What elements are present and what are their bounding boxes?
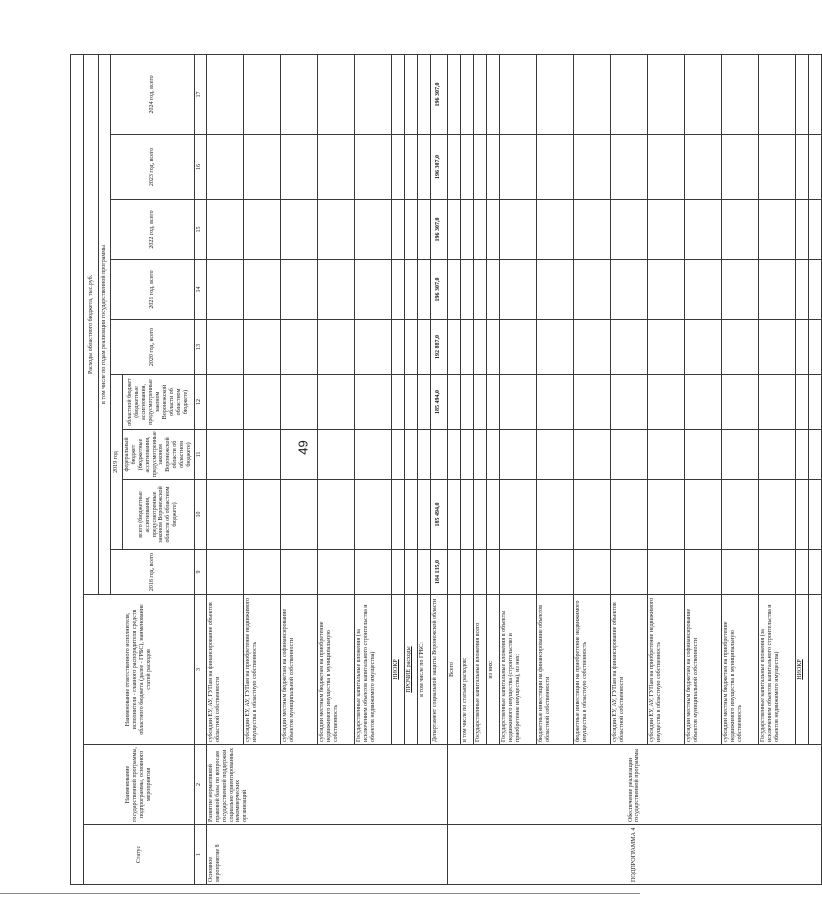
header-expenses-title: Расходы областного бюджета, тыс.руб. — [84, 54, 99, 594]
row-label: НИОКР — [392, 659, 399, 680]
row-label: ПРОЧИЕ расходы — [405, 646, 412, 693]
row-label: бюджетные инвестиции на финансирование объектов областной собственности — [536, 595, 573, 745]
row-label: из них: — [486, 595, 499, 745]
row-label: бюджетные инвестиции на приобретение недвижимого имущества в областную собственность — [573, 595, 610, 745]
row-label: субсидии ЕУ, АУ, ГУПам на приобретение недвижимого имущества в областную собственность — [243, 595, 280, 745]
col-number: 11 — [194, 430, 206, 480]
header-2019-federal: федеральный бюджет (бюджетные ассигнования, предусмотренные законом Воронежской области об областном бюджете) — [123, 430, 195, 480]
col-number: 9 — [194, 550, 206, 595]
row-label: субсидии ЕУ, АУ, ГУПам на приобретение недвижимого имущества в областную собственность — [647, 595, 684, 745]
header-2023: 2023 год, всего — [111, 135, 195, 200]
header-program-name: Наименование государственной программы, подпрограммы, основного мероприятия — [84, 745, 195, 825]
subprogram-name: Обеспечение реализации государственной программы — [447, 745, 821, 825]
row-label: Государственные капитальные вложения (за исключением объектов капитального строительства и объектов недвижимого имущества) — [758, 595, 795, 745]
value-2019-total: 185 494,0 — [430, 480, 447, 550]
row-label: субсидии местным бюджетам на приобретение недвижимого имущества в муниципальную собственность — [317, 595, 354, 745]
value-2024: 196 307,0 — [430, 54, 447, 134]
row-label: субсидии ЕУ, АУ, ГУПам на финансирование объектов областной собственности — [610, 595, 647, 745]
value-2023: 196 307,0 — [430, 135, 447, 200]
col-number: 17 — [194, 54, 206, 134]
activity-status: Основное мероприятие 8 — [206, 825, 447, 885]
col-number: 16 — [194, 135, 206, 200]
header-2021: 2021 год, всего — [111, 260, 195, 320]
rotated-sheet — [70, 55, 803, 885]
header-2022: 2022 год, всего — [111, 200, 195, 260]
row-label: субсидии местным бюджетам на приобретение недвижимого имущества в муниципальную собственность — [721, 595, 758, 745]
header-2019-total: всего (бюджетные ассигнования, предусмотренные законом Воронежской области об областном бюджете) — [123, 480, 195, 550]
row-label: в том числе по ГРБС: — [417, 595, 430, 745]
value-2018: 184 135,0 — [430, 550, 447, 595]
header-status: Статус — [84, 825, 195, 885]
value-2020: 192 887,0 — [430, 320, 447, 375]
scan-edge-line — [0, 893, 640, 894]
header-by-year: в том числе по годам реализации государственной программы — [99, 54, 111, 594]
header-2018: 2018 год, всего — [111, 550, 195, 595]
header-2024: 2024 год, всего — [111, 54, 195, 134]
row-label: Всего — [447, 595, 460, 745]
row-label: субсидии местным бюджетам на софинансирование объектов муниципальной собственности — [684, 595, 721, 745]
value-2019-regional: 185 494,0 — [430, 375, 447, 430]
activity-name: Развитие нормативной правовой базы по вопросам государственной поддержки социально ориентированных некоммерческих организаций — [206, 745, 447, 825]
row-label: в том числе по статьям расходов: — [460, 595, 473, 745]
col-number: 3 — [194, 595, 206, 745]
budget-table — [70, 54, 822, 885]
header-spacer — [71, 54, 84, 884]
col-number: 2 — [194, 745, 206, 825]
row-label: Государственные капитальные вложения всего — [473, 595, 486, 745]
col-number: 15 — [194, 200, 206, 260]
col-number: 12 — [194, 375, 206, 430]
page-number: 49 — [295, 440, 311, 455]
row-label: субсидии ЕУ, АУ, ГУПам на финансирование объектов областной собственности — [206, 595, 243, 745]
subprogram-status: ПОДПРОГРАММА 4 — [447, 825, 821, 885]
row-label: Государственные капитальные вложения (за исключением объектов капитального строительства и объектов недвижимого имущества) — [354, 595, 391, 745]
row-label: НИОКР — [796, 659, 803, 680]
header-2020: 2020 год, всего — [111, 320, 195, 375]
value-2022: 196 307,0 — [430, 200, 447, 260]
row-label: Департамент социальной защиты Воронежской области — [430, 595, 447, 745]
col-number: 13 — [194, 320, 206, 375]
header-source-name: Наименование ответственного исполнителя, исполнителя - главного распорядителя средств областного бюджета (далее - ГРБС), наименование статей расходов — [84, 595, 195, 745]
row-label: Государственные капитальные вложения в объекты недвижимого имущества (строительство и приобретение имущества), из них: — [499, 595, 536, 745]
col-number: 10 — [194, 480, 206, 550]
header-2019: 2019 год — [111, 375, 123, 550]
col-number: 1 — [194, 825, 206, 885]
col-number: 14 — [194, 260, 206, 320]
row-label: субсидии местным бюджетам на софинансирование объектов муниципальной собственности — [280, 595, 317, 745]
header-2019-regional: областной бюджет (бюджетные ассигнования, предусмотренные законом Воронежской области об областном бюджете) — [123, 375, 195, 430]
value-2021: 196 307,0 — [430, 260, 447, 320]
